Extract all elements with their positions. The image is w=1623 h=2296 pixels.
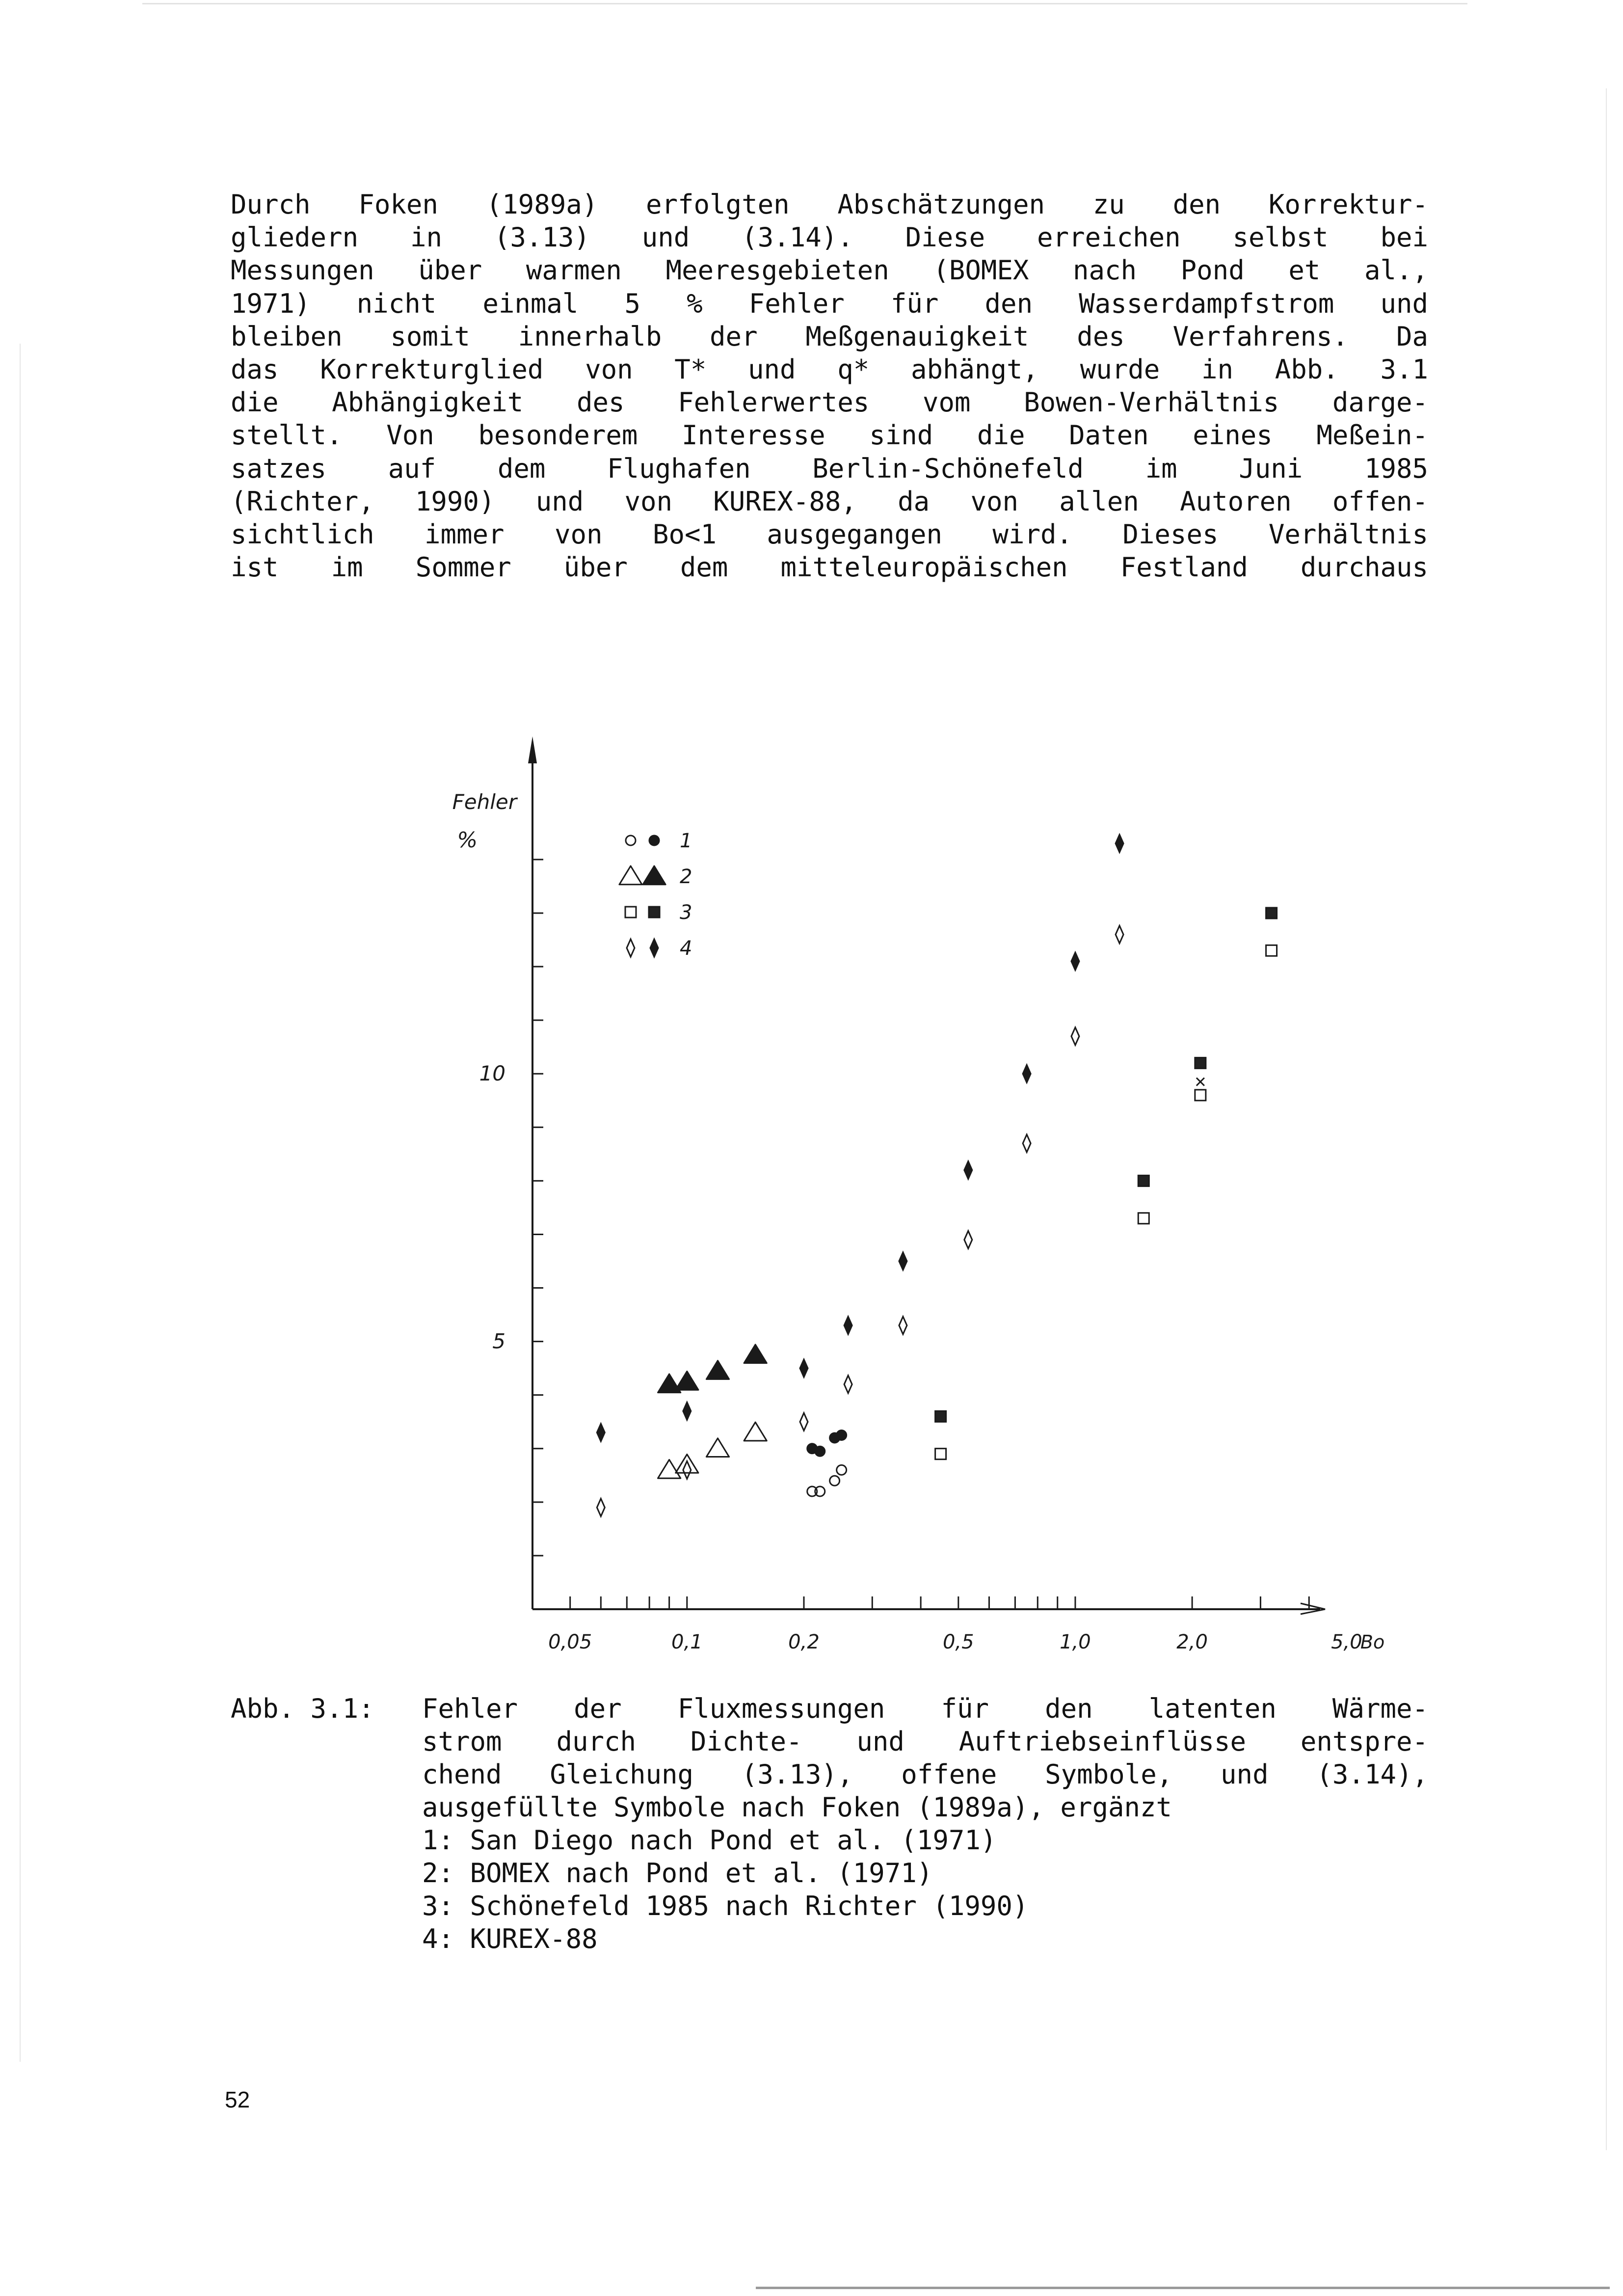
caption-legend-list (422, 1824, 1428, 1955)
data-point-square-open (1195, 1090, 1206, 1101)
data-point-diamond-filled (683, 1402, 691, 1420)
data-point-circle-filled (837, 1430, 847, 1440)
x-tick-label: 0,05 (548, 1631, 592, 1653)
x-tick-label: 1,0 (1060, 1631, 1091, 1653)
data-point-square-filled (1266, 908, 1277, 918)
page-number: 52 (225, 2087, 250, 2112)
data-point-diamond-open (1071, 1027, 1079, 1045)
data-point-diamond-filled (899, 1252, 907, 1270)
data-point-square-filled (1195, 1057, 1206, 1068)
data-point-diamond-open (964, 1231, 972, 1248)
body-line: die Abhängigkeit des Fehlerwertes vom Bowen-Verhältnis darge- (231, 387, 1428, 418)
body-line: ist im Sommer über dem mitteleuropäischen Festland durchaus (231, 552, 1428, 583)
chart-axes (528, 736, 1325, 1614)
body-line: Messungen über warmen Meeresgebieten (BOMEX nach Pond et al., (231, 255, 1428, 286)
legend-square-open (625, 907, 636, 918)
caption-line: Fehler der Fluxmessungen für den latenten Wärme- (422, 1693, 1428, 1724)
data-point-cross-open (1197, 1078, 1204, 1086)
data-point-square-filled (1138, 1175, 1149, 1186)
data-point-diamond-filled (800, 1359, 808, 1377)
data-point-diamond-filled (1071, 952, 1079, 970)
legend-triangle-open (619, 866, 642, 885)
caption-label: Abb. 3.1: (231, 1693, 374, 1724)
legend-label: 3 (680, 901, 692, 924)
y-tick-label: 10 (479, 1061, 506, 1086)
data-point-diamond-open (899, 1317, 907, 1334)
data-point-diamond-filled (1116, 835, 1123, 852)
x-tick-label: 5,0 (1331, 1631, 1362, 1653)
data-point-diamond-open (844, 1376, 852, 1393)
caption-legend-item: 4: KUREX-88 (422, 1923, 598, 1954)
data-point-square-open (1138, 1213, 1149, 1224)
caption-line: ausgefüllte Symbole nach Foken (1989a), ergänzt (422, 1792, 1172, 1823)
data-point-diamond-filled (964, 1162, 972, 1179)
body-line: satzes auf dem Flughafen Berlin-Schönefeld im Juni 1985 (231, 453, 1428, 484)
data-point-triangle-filled (676, 1371, 698, 1390)
legend-diamond-filled (650, 939, 658, 957)
legend-label: 2 (680, 865, 692, 888)
y-tick-label: 5 (492, 1329, 506, 1353)
data-point-square-open (935, 1449, 946, 1459)
y-axis-arrowhead (528, 736, 537, 763)
data-point-circle-open (837, 1465, 847, 1475)
body-line: das Korrekturglied von T* und q* abhängt, wurde in Abb. 3.1 (231, 354, 1428, 385)
body-line: (Richter, 1990) und von KUREX-88, da von allen Autoren offen- (231, 486, 1428, 517)
x-tick-label: 0,1 (671, 1631, 703, 1653)
body-line: sichtlich immer von Bo<1 ausgegangen wird. Dieses Verhältnis (231, 519, 1428, 550)
data-point-triangle-filled (744, 1345, 767, 1363)
chart-ticks (532, 860, 1309, 1609)
x-tick-label: 0,5 (942, 1631, 974, 1653)
y-axis-label: Fehler (452, 790, 517, 814)
body-line: gliedern in (3.13) und (3.14). Diese erreichen selbst bei (231, 222, 1428, 253)
data-point-triangle-open (658, 1459, 681, 1478)
body-line: bleiben somit innerhalb der Meßgenauigkeit des Verfahrens. Da (231, 321, 1428, 352)
caption-legend-item: 2: BOMEX nach Pond et al. (1971) (422, 1858, 933, 1889)
data-point-diamond-filled (1023, 1065, 1031, 1082)
legend-label: 4 (680, 937, 692, 960)
figure-caption (231, 1692, 1428, 1955)
y-axis-unit: % (457, 828, 478, 853)
data-point-triangle-open (706, 1438, 729, 1457)
data-point-diamond-open (683, 1461, 691, 1479)
legend-diamond-open (627, 939, 635, 957)
legend-triangle-filled (643, 866, 665, 885)
data-point-diamond-filled (844, 1317, 852, 1334)
data-point-square-open (1266, 945, 1277, 956)
chart-legend (619, 830, 692, 960)
caption-line: chend Gleichung (3.13), offene Symbole, und (3.14), (422, 1759, 1428, 1790)
legend-circle-filled (649, 836, 659, 845)
data-point-diamond-open (800, 1413, 808, 1431)
chart-axis-labels (452, 790, 1385, 1653)
body-line: 1971) nicht einmal 5 % Fehler für den Wasserdampfstrom und (231, 288, 1428, 319)
data-point-triangle-filled (706, 1361, 729, 1379)
body-line: Durch Foken (1989a) erfolgten Abschätzungen zu den Korrektur- (231, 189, 1428, 220)
data-point-triangle-open (676, 1454, 698, 1473)
data-point-square-filled (935, 1411, 946, 1422)
chart-data-points (597, 835, 1277, 1516)
caption-line: strom durch Dichte- und Auftriebseinflüsse entspre- (422, 1726, 1428, 1757)
chart-tick-labels (479, 1061, 1362, 1653)
x-axis-label: Bo (1360, 1631, 1385, 1653)
data-point-diamond-filled (597, 1424, 605, 1441)
x-tick-label: 0,2 (788, 1631, 820, 1653)
x-tick-label: 2,0 (1176, 1631, 1208, 1653)
data-point-circle-open (830, 1476, 840, 1486)
caption-legend-item: 3: Schönefeld 1985 nach Richter (1990) (422, 1891, 1029, 1921)
data-point-circle-filled (815, 1446, 825, 1456)
body-line: stellt. Von besonderem Interesse sind die Daten eines Meßein- (231, 420, 1428, 451)
legend-square-filled (649, 907, 660, 918)
legend-label: 1 (680, 830, 692, 852)
caption-legend-item: 1: San Diego nach Pond et al. (1971) (422, 1825, 997, 1856)
legend-circle-open (626, 836, 636, 845)
data-point-diamond-open (597, 1499, 605, 1516)
data-point-triangle-open (744, 1422, 767, 1441)
data-point-diamond-open (1023, 1134, 1031, 1152)
data-point-diamond-open (1116, 926, 1123, 944)
